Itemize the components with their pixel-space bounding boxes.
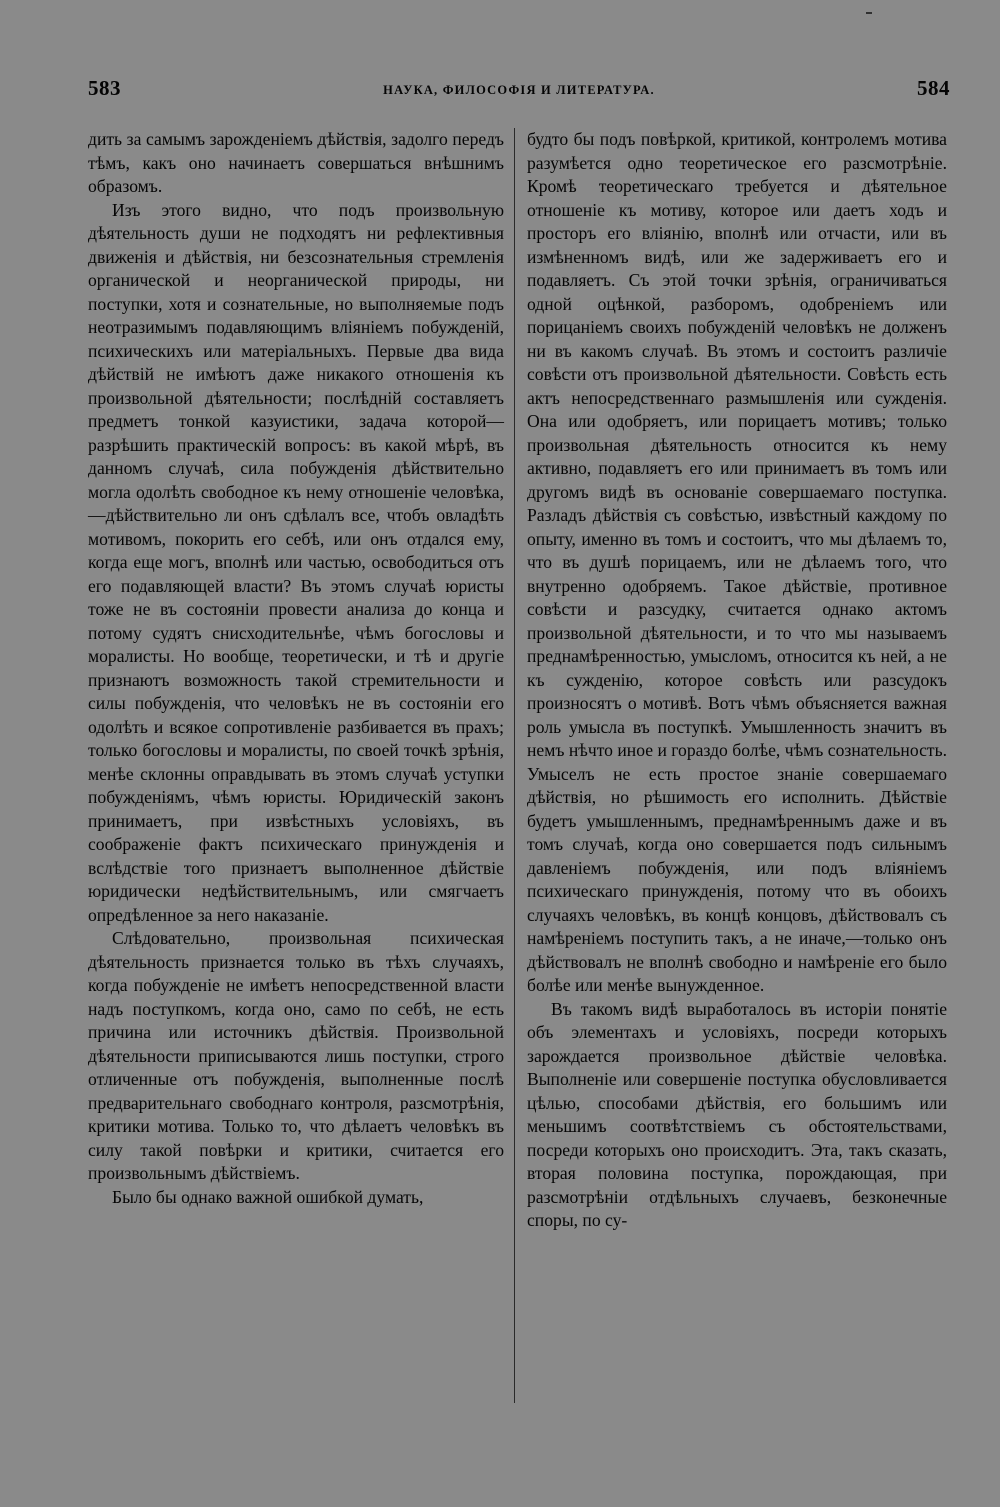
print-speck — [866, 12, 872, 14]
page-header — [88, 76, 950, 106]
column-divider — [514, 128, 515, 1403]
paragraph: дить за самымъ зарожденіемъ дѣйствія, задолго передъ тѣмъ, какъ оно начинаетъ совершаться внѣшнимъ образомъ. — [88, 129, 504, 196]
left-column — [88, 128, 504, 1209]
paragraph: будто бы подъ повѣркой, критикой, контролемъ мотива разумѣется одно теоретическое его разсмотрѣніе. Кромѣ теоретическаго требуется и дѣятельное отношеніе къ мотиву, которое или даетъ ходъ и просторъ его вліянію, вполнѣ или отчасти, или въ измѣненномъ видѣ, или же задерживаетъ его и подавляетъ. Съ этой точки зрѣнія, ограничиваться одной оцѣнкой, разборомъ, одобреніемъ или порицаніемъ своихъ побужденій человѣкъ не долженъ ни въ какомъ случаѣ. Въ этомъ и состоитъ различіе совѣсти отъ произвольной дѣятельности. Совѣсть есть актъ непосредственнаго размышленія или сужденія. Она или одобряетъ, или порицаетъ мотивъ; только произвольная дѣятельность относится къ нему активно, подавляетъ его или принимаетъ въ томъ или другомъ видѣ въ основаніе совершаемаго поступка. Разладъ дѣйствія съ совѣстью, извѣстный каждому по опыту, именно въ томъ и состоитъ, что мы дѣлаемъ то, что въ душѣ порицаемъ, или не дѣлаемъ того, что внутренно одобряемъ. Такое дѣйствіе, противное совѣсти и разсудку, считается однако актомъ произвольной дѣятельности, и то что мы называемъ преднамѣренностью, умысломъ, относится къ ней, а не къ сужденію, которое совѣсть или разсудокъ произносятъ о мотивѣ. Вотъ чѣмъ объясняется важная роль умысла въ поступкѣ. Умышленность значитъ въ немъ нѣчто иное и гораздо болѣе, чѣмъ сознательность. Умыселъ не есть простое знаніе совершаемаго дѣйствія, но рѣшимость его исполнить. Дѣйствіе будетъ умышленнымъ, преднамѣреннымъ даже и въ томъ случаѣ, когда оно совершается подъ сильнымъ давленіемъ побужденія, или подъ вліяніемъ психическаго принужденія, потому что въ обоихъ случаяхъ человѣкъ, въ концѣ концовъ, дѣйствовалъ съ намѣреніемъ поступить такъ, а не иначе,—только онъ дѣйствовалъ не вполнѣ свободно и намѣреніе его было болѣе или менѣе вынужденное. — [527, 129, 947, 995]
paragraph: Слѣдовательно, произвольная психическая дѣятельность признается только въ тѣхъ случаяхъ, когда побужденіе не имѣетъ непосредственной власти надъ поступкомъ, когда оно, само по себѣ, не есть причина или источникъ дѣйствія. Произвольной дѣятельности приписываются лишь поступки, строго отличенные отъ побужденія, выполненные послѣ предварительнаго свободнаго контроля, разсмотрѣнія, критики мотива. Только то, что дѣлаетъ человѣкъ въ силу такой повѣрки и критики, считается его произвольнымъ дѣйствіемъ. — [88, 928, 504, 1183]
paragraph: Изъ этого видно, что подъ произвольную дѣятельность души не подходятъ ни рефлективныя движенія и дѣйствія, ни безсознательныя стремленія органической и неорганической природы, ни поступки, хотя и сознательные, но выполняемые подъ неотразимымъ подавляющимъ вліяніемъ побужденій, психическихъ или матеріальныхъ. Первые два вида дѣйствій не имѣютъ даже никакого отношенія къ произвольной дѣятельности; послѣдній составляетъ предметъ тонкой казуистики, задача которой—разрѣшить практическій вопросъ: въ какой мѣрѣ, въ данномъ случаѣ, сила побужденія дѣйствительно могла одолѣть свободное къ нему отношеніе человѣка,—дѣйствительно ли онъ сдѣлалъ все, чтобъ овладѣть мотивомъ, покорить его себѣ, или онъ отдался ему, когда еще могъ, вполнѣ или частью, освободиться отъ его подавляющей власти? Въ этомъ случаѣ юристы тоже не въ состояніи провести анализа до конца и потому судятъ снисходительнѣе, чѣмъ богословы и моралисты. Но вообще, теоретически, и тѣ и другіе признаютъ возможность такой стремительности и силы побужденія, что человѣкъ не въ состояніи его одолѣть и всякое сопротивленіе разбивается въ прахъ; только богословы и моралисты, по своей точкѣ зрѣнія, менѣе склонны оправдывать въ этомъ случаѣ уступки побужденіямъ, чѣмъ юристы. Юридическій законъ принимаетъ, при извѣстныхъ условіяхъ, въ соображеніе фактъ психическаго принужденія и вслѣдствіе того признаетъ выполненное дѣйствіе юридически недѣйствительнымъ, или смягчаетъ опредѣленное за него наказаніе. — [88, 199, 504, 925]
paragraph: Въ такомъ видѣ выработалось въ исторіи понятіе объ элементахъ и условіяхъ, посреди которыхъ зарождается произвольное дѣйствіе человѣка. Выполненіе или совершеніе поступка обусловливается цѣлью, способами дѣйствія, его большимъ или меньшимъ соотвѣтствіемъ съ обстоятельствами, посреди которыхъ оно происходитъ. Эта, такъ сказать, вторая половина поступка, порождающая, при разсмотрѣніи отдѣльныхъ случаевъ, безконечные споры, по су- — [527, 998, 947, 1230]
page-number-right: 584 — [917, 76, 950, 100]
page-number-left: 583 — [88, 76, 121, 100]
right-column — [527, 128, 947, 1233]
running-head: НАУКА, ФИЛОСОФІЯ И ЛИТЕРАТУРА. — [383, 83, 655, 97]
paragraph: Было бы однако важной ошибкой думать, — [112, 1186, 424, 1207]
